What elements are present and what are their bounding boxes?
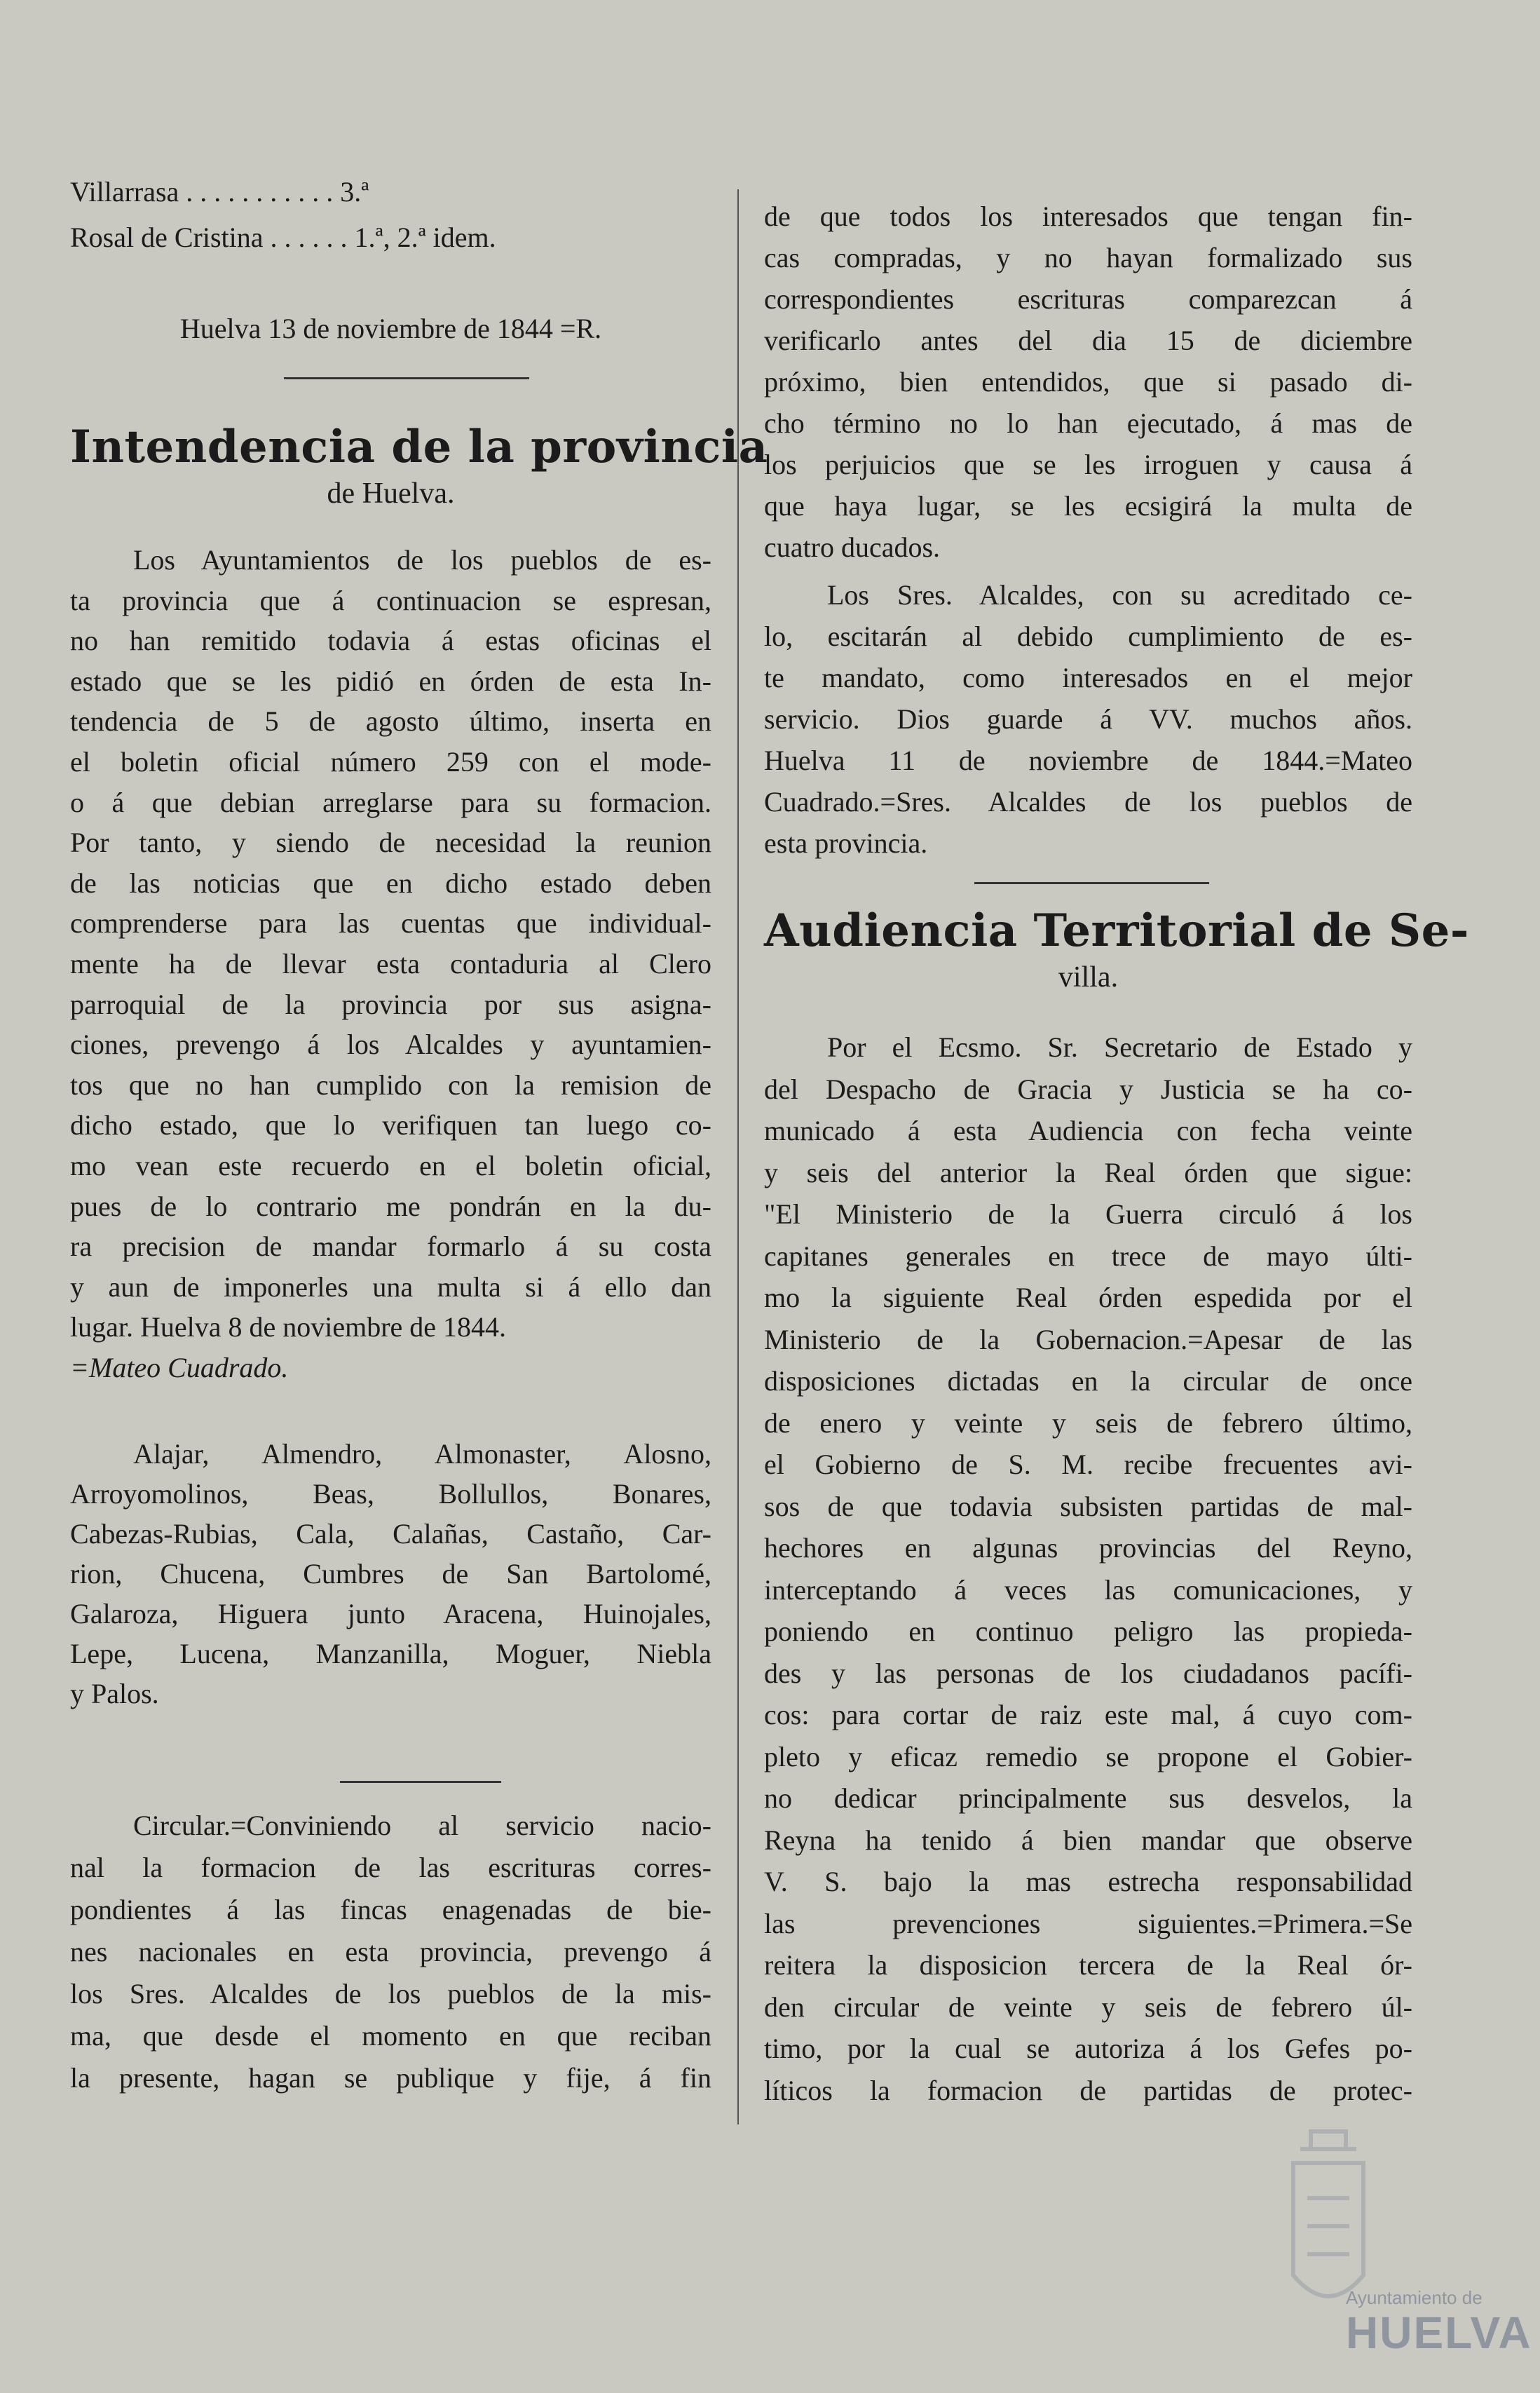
town-line: Cabezas-Rubias, Cala, Calañas, Castaño, Car- (70, 1518, 711, 1550)
text-line: o á que debian arreglarse para su formacion. (70, 786, 711, 818)
text-line: capitanes generales en trece de mayo últi- (764, 1240, 1412, 1272)
text-line: cuatro ducados. (764, 531, 941, 563)
town-line: Alajar, Almendro, Almonaster, Alosno, (133, 1438, 711, 1470)
text-line: los Sres. Alcaldes de los pueblos de la mis- (70, 1978, 711, 2009)
list-line-rosal: Rosal de Cristina . . . . . . 1.ª, 2.ª idem. (70, 222, 496, 253)
text-line: des y las personas de los ciudadanos pacífi- (764, 1657, 1412, 1689)
text-line: disposiciones dictadas en la circular de once (764, 1365, 1412, 1397)
town-line: Arroyomolinos, Beas, Bollullos, Bonares, (70, 1478, 711, 1510)
text-line: cos: para cortar de raiz este mal, á cuyo com- (764, 1699, 1412, 1730)
divider (284, 377, 529, 379)
text-line: V. S. bajo la mas estrecha responsabilidad (764, 1866, 1412, 1897)
section-title-intendencia: Intendencia de la provincia (70, 421, 768, 473)
text-line: del Despacho de Gracia y Justicia se ha co- (764, 1073, 1412, 1105)
text-line: cas compradas, y no hayan formalizado sus (764, 242, 1412, 273)
text-line: verificarlo antes del dia 15 de diciembre (764, 325, 1412, 356)
text-line: mente ha de llevar esta contaduria al Clero (70, 948, 711, 979)
text-line: lo, escitarán al debido cumplimiento de es- (764, 621, 1412, 652)
text-line: poniendo en continuo peligro las propieda- (764, 1615, 1412, 1647)
text-line: Los Ayuntamientos de los pueblos de es- (133, 544, 711, 576)
text-line: Circular.=Conviniendo al servicio nacio- (133, 1810, 711, 1841)
town-line: Lepe, Lucena, Manzanilla, Moguer, Niebla (70, 1638, 711, 1669)
text-line: y aun de imponerles una multa si á ello dan (70, 1270, 711, 1303)
text-line: pleto y eficaz remedio se propone el Gobier- (764, 1740, 1412, 1772)
text-line: sos de que todavia subsisten partidas de mal- (764, 1490, 1412, 1522)
text-line: Ministerio de la Gobernacion.=Apesar de las (764, 1323, 1412, 1355)
text-line: mo vean este recuerdo en el boletin oficial, (70, 1150, 711, 1181)
list-line-villarrasa: Villarrasa . . . . . . . . . . . 3.ª (70, 176, 369, 208)
text-line: reitera la disposicion tercera de la Real ór- (764, 1949, 1412, 1981)
text-line: correspondientes escrituras comparezcan á (764, 283, 1412, 315)
text-line: los perjuicios que se les irroguen y causa á (764, 449, 1412, 480)
text-line: Por el Ecsmo. Sr. Secretario de Estado y (827, 1031, 1412, 1063)
text-line: parroquial de la provincia por sus asigna- (70, 988, 711, 1020)
divider (974, 882, 1209, 884)
text-line: tendencia de 5 de agosto último, inserta en (70, 705, 711, 738)
divider (340, 1781, 501, 1783)
text-line: pues de lo contrario me pondrán en la du- (70, 1190, 711, 1222)
text-line: mo la siguiente Real órden espedida por el (764, 1282, 1412, 1313)
text-line: estado que se les pidió en órden de esta In- (70, 665, 711, 697)
town-line: rion, Chucena, Cumbres de San Bartolomé, (70, 1558, 711, 1589)
text-line: de enero y veinte y seis de febrero último, (764, 1406, 1412, 1439)
text-line: te mandato, como interesados en el mejor (764, 662, 1412, 693)
text-line: tos que no han cumplido con la remision de (70, 1069, 711, 1101)
town-line: Galaroza, Higuera junto Aracena, Huinojales, (70, 1598, 711, 1629)
text-line: servicio. Dios guarde á VV. muchos años. (764, 703, 1412, 735)
text-line: ra precision de mandar formarlo á su costa (70, 1231, 711, 1263)
text-line: dicho estado, que lo verifiquen tan luego co- (70, 1109, 711, 1141)
text-line: nes nacionales en esta provincia, prevengo á (70, 1936, 711, 1967)
text-line: interceptando á veces las comunicaciones, y (764, 1573, 1412, 1606)
text-line: el Gobierno de S. M. recibe frecuentes avi- (764, 1449, 1412, 1480)
text-line: "El Ministerio de la Guerra circuló á los (764, 1198, 1412, 1230)
text-line: timo, por la cual se autoriza á los Gefes po- (764, 2033, 1412, 2064)
text-line: y seis del anterior la Real órden que sigue: (764, 1156, 1412, 1188)
text-line: el boletin oficial número 259 con el mode- (70, 746, 711, 778)
text-line: cho término no lo han ejecutado, á mas de (764, 407, 1412, 439)
text-line: Los Sres. Alcaldes, con su acreditado ce- (827, 579, 1412, 611)
text-line: no han remitido todavia á estas oficinas el (70, 625, 711, 657)
text-line: esta provincia. (764, 827, 928, 859)
text-line: hechores en algunas provincias del Reyno, (764, 1532, 1412, 1564)
text-line: lugar. Huelva 8 de noviembre de 1844. (70, 1311, 507, 1343)
text-line: no dedicar principalmente sus desvelos, la (764, 1782, 1412, 1814)
column-rule (737, 189, 739, 2124)
section-subtitle-huelva: de Huelva. (327, 477, 455, 510)
text-line: de las noticias que en dicho estado deben (70, 867, 711, 899)
text-line: líticos la formacion de partidas de protec- (764, 2074, 1412, 2106)
town-line: y Palos. (70, 1678, 159, 1709)
text-line: la presente, hagan se publique y fije, á fin (70, 2062, 711, 2094)
text-line: comprenderse para las cuentas que individual- (70, 907, 711, 940)
text-line: de que todos los interesados que tengan fin- (764, 201, 1412, 232)
text-line: que haya lugar, se les ecsigirá la multa de (764, 490, 1412, 522)
text-line: ciones, prevengo á los Alcaldes y ayuntamien- (70, 1029, 711, 1061)
text-line: Reyna ha tenido á bien mandar que observe (764, 1824, 1412, 1856)
watermark-small-text: Ayuntamiento de (1346, 2287, 1483, 2308)
text-line: ta provincia que á continuacion se espresan, (70, 584, 711, 616)
text-line: nal la formacion de las escrituras corres- (70, 1852, 711, 1883)
text-line: Por tanto, y siendo de necesidad la reunion (70, 827, 711, 859)
text-line: próximo, bien entendidos, que si pasado di- (764, 366, 1412, 398)
text-line: municado á esta Audiencia con fecha veinte (764, 1115, 1412, 1146)
text-line: pondientes á las fincas enagenadas de bie- (70, 1894, 711, 1925)
dateline: Huelva 13 de noviembre de 1844 =R. (179, 313, 602, 344)
watermark-brand: HUELVA (1346, 2307, 1532, 2358)
signature-mateo-cuadrado: =Mateo Cuadrado. (70, 1352, 289, 1383)
text-line: den circular de veinte y seis de febrero úl- (764, 1991, 1412, 2023)
section-title-audiencia: Audiencia Territorial de Se- (764, 904, 1469, 957)
text-line: ma, que desde el momento en que reciban (70, 2020, 711, 2052)
text-line: Cuadrado.=Sres. Alcaldes de los pueblos de (764, 786, 1412, 818)
section-subtitle-sevilla: villa. (1058, 961, 1119, 994)
text-line: las prevenciones siguientes.=Primera.=Se (764, 1907, 1412, 1939)
text-line: Huelva 11 de noviembre de 1844.=Mateo (764, 745, 1412, 776)
